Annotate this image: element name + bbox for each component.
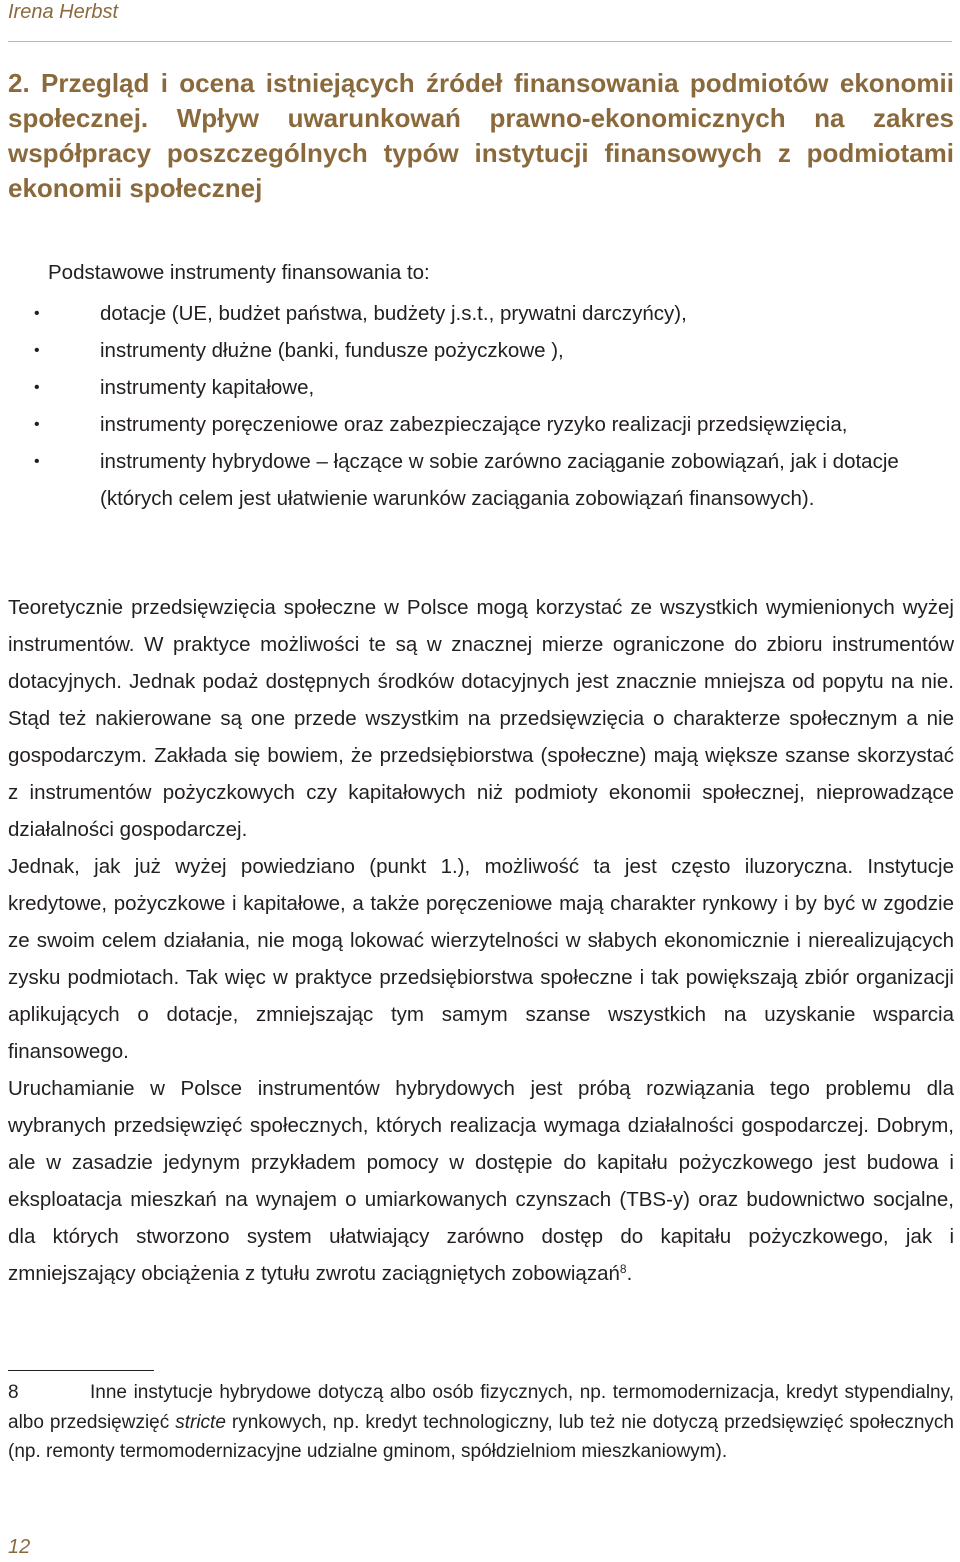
list-item [0,406,952,443]
paragraph-end: . [626,1262,633,1285]
footnote-number: 8 [8,1382,19,1403]
list-item [0,295,952,332]
bullet-icon: • [34,416,40,433]
footnote [8,1378,954,1467]
list-item-text: dotacje (UE, budżet państwa, budżety j.s.t., prywatni darczyńcy), [100,302,687,325]
section-heading: 2. Przegląd i ocena istniejących źródeł finansowania podmiotów ekonomii społecznej. Wpływ uwarunkowań prawno-ekonomicznych na zakres współpracy poszczególnych typów instytucji finansowych z podmiotami ekonomii społecznej [8,68,954,203]
list-item-text: instrumenty poręczeniowe oraz zabezpieczające ryzyko realizacji przedsięwzięcia, [100,413,848,436]
footnote-text-end: rynkowych, np. kredyt technologiczny, lub też nie dotyczą przedsięwzięć społecznych (np. remonty termomodernizacyjne udzialne gminom, spółdzielniom mieszkaniowym). [8,1411,954,1462]
header-divider [8,41,952,42]
paragraph-text: Uruchamianie w Polsce instrumentów hybrydowych jest próbą rozwiązania tego problemu dla wybranych przedsięwzięć społecznych, których realizacja wymaga działalności gospodarczej. Dobrym, ale w zasadzie jedynym przykładem pomocy w dostępie do kapitału pożyczkowego jest budowa i eksploatacja mieszkań na wynajem o umiarkowanych czynszach (TBS-y) oraz budownictwo socjalne, dla których stworzono system ułatwiający zarówno dostęp do kapitału pożyczkowego, jak i zmniejszający obciążenia z tytułu zwrotu zaciągniętych zobowiązań [8,1077,954,1285]
paragraph: Teoretycznie przedsięwzięcia społeczne w Polsce mogą korzystać ze wszystkich wymienionych wyżej instrumentów. W praktyce możliwości te są w znacznej mierze ograniczone do zbioru instrumentów dotacyjnych. Jednak podaż dostępnych środków dotacyjnych jest znacznie mniejsza od popytu na nie. Stąd też nakierowane są one przede wszystkim na przedsięwzięcia o charakterze społecznym a nie gospodarczym. Zakłada się bowiem, że przedsiębiorstwa (społeczne) mają większe szanse skorzystać z instrumentów pożyczkowych czy kapitałowych niż podmioty ekonomii społecznej, nieprowadzące działalności gospodarczej. [8,596,954,841]
paragraph [8,1070,954,1292]
bullet-icon: • [34,305,40,322]
footnote-italic-term: stricte [175,1411,226,1433]
bullet-icon: • [34,342,40,359]
paragraph: Jednak, jak już wyżej powiedziano (punkt 1.), możliwość ta jest często iluzoryczna. Instytucje kredytowe, pożyczkowe i kapitałowe, a także poręczeniowe mają charakter rynkowy i by być w zgodzie ze swoim celem działania, nie mogą lokować wierzytelności w słabych ekonomicznie i nierealizujących zysku podmiotach. Tak więc w praktyce przedsiębiorstwa społeczne i tak powiększają zbiór organizacji aplikujących o dotacje, zmniejszając tym samym szanse wszystkich na uzyskanie wsparcia finansowego. [8,855,954,1063]
list-item [0,369,952,406]
footnote-text: Inne instytucje hybrydowe dotyczą albo osób fizycznych, np. termomodernizacja, kredyt stypendialny, albo przedsięwzięć [8,1382,954,1433]
list-item-text: instrumenty hybrydowe – łączące w sobie zarówno zaciąganie zobowiązań, jak i dotacje (których celem jest ułatwienie warunków zaciągania zobowiązań finansowych). [100,450,899,510]
body-text [8,589,954,1292]
footnote-divider [8,1370,154,1371]
list-item-text: instrumenty dłużne (banki, fundusze pożyczkowe ), [100,339,564,362]
running-head: Irena Herbst [8,1,119,23]
instrument-list [0,295,960,517]
list-item-text: instrumenty kapitałowe, [100,376,315,399]
page-number: 12 [8,1536,31,1558]
bullet-icon: • [34,453,40,470]
intro-text: Podstawowe instrumenty finansowania to: [48,261,430,284]
list-item [0,443,952,517]
list-item [0,332,952,369]
bullet-icon: • [34,379,40,396]
footnote-reference[interactable]: 8 [619,1262,627,1276]
